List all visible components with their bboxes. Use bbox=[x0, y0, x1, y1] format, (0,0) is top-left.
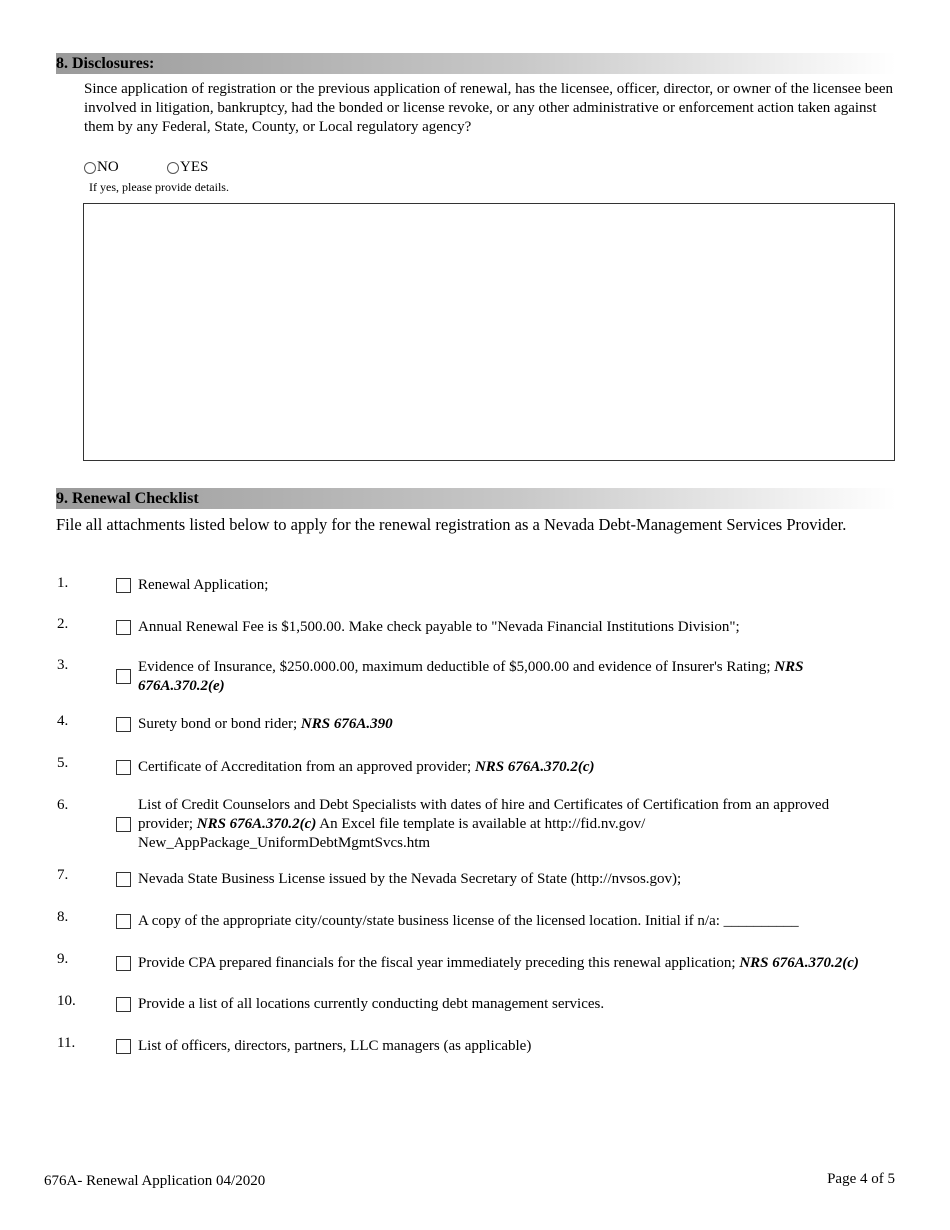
nrs-reference: NRS 676A.370.2(c) bbox=[739, 955, 859, 971]
nrs-reference: NRS 676A.370.2(c) bbox=[196, 816, 317, 832]
checkbox-item-9[interactable] bbox=[116, 956, 131, 971]
page-number: Page 4 of 5 bbox=[827, 1171, 895, 1187]
item-number: 3. bbox=[57, 657, 69, 673]
item-text-2: Annual Renewal Fee is $1,500.00. Make check payable to "Nevada Financial Institutions Division"; bbox=[138, 619, 740, 635]
item-text-5: Certificate of Accreditation from an approved provider; NRS 676A.370.2(c) bbox=[138, 759, 595, 775]
radio-no-label: NO bbox=[97, 159, 119, 175]
details-textbox[interactable] bbox=[83, 203, 895, 461]
item-number: 2. bbox=[57, 616, 69, 632]
item-text-6: List of Credit Counselors and Debt Specialists with dates of hire and Certificates of Certification from an approved provider; NRS 676A.370.2(c) An Excel file template is available at http://fid.nv.gov/ New_AppPackage_UniformDebtMgmtSvcs.htm bbox=[138, 797, 830, 851]
item-text-11: List of officers, directors, partners, LLC managers (as applicable) bbox=[138, 1038, 532, 1054]
radio-yes-label: YES bbox=[180, 159, 209, 175]
item-number: 5. bbox=[57, 755, 69, 771]
radio-no[interactable] bbox=[84, 158, 119, 177]
nrs-reference: NRS 676A.390 bbox=[300, 716, 393, 732]
item-number: 10. bbox=[57, 993, 76, 1009]
form-id-footer: 676A- Renewal Application 04/2020 bbox=[44, 1173, 266, 1189]
item-number: 6. bbox=[57, 797, 69, 813]
checkbox-item-3[interactable] bbox=[116, 669, 131, 684]
checkbox-item-2[interactable] bbox=[116, 620, 131, 635]
item-text-10: Provide a list of all locations currently conducting debt management services. bbox=[138, 996, 605, 1012]
details-note: If yes, please provide details. bbox=[89, 180, 229, 194]
item-text-1: Renewal Application; bbox=[138, 577, 269, 593]
checkbox-item-5[interactable] bbox=[116, 760, 131, 775]
radio-no-circle[interactable] bbox=[84, 162, 96, 174]
disclosure-question: Since application of registration or the previous application of renewal, has the licensee, officer, director, or owner of the licensee been involved in litigation, bankruptcy, had the bonded or license revoke, or any other administrative or enforcement action taken against them by any Federal, State, County, or Local regulatory agency? bbox=[84, 81, 894, 135]
checkbox-item-6[interactable] bbox=[116, 817, 131, 832]
item-text-7: Nevada State Business License issued by the Nevada Secretary of State (http://nvsos.gov); bbox=[138, 871, 682, 887]
item-number: 7. bbox=[57, 867, 69, 883]
checklist-intro: File all attachments listed below to apply for the renewal registration as a Nevada Debt-Management Services Provider. bbox=[56, 515, 847, 534]
item-text-4: Surety bond or bond rider; NRS 676A.390 bbox=[138, 716, 393, 732]
item-number: 9. bbox=[57, 951, 69, 967]
checkbox-item-11[interactable] bbox=[116, 1039, 131, 1054]
item-number: 8. bbox=[57, 909, 69, 925]
checkbox-item-1[interactable] bbox=[116, 578, 131, 593]
radio-yes-circle[interactable] bbox=[167, 162, 179, 174]
nrs-reference: NRS 676A.370.2(c) bbox=[474, 759, 595, 775]
checkbox-item-10[interactable] bbox=[116, 997, 131, 1012]
checkbox-item-7[interactable] bbox=[116, 872, 131, 887]
item-text-9: Provide CPA prepared financials for the fiscal year immediately preceding this renewal application; NRS 676A.370.2(c) bbox=[138, 955, 859, 971]
checkbox-item-4[interactable] bbox=[116, 717, 131, 732]
item-number: 4. bbox=[57, 713, 69, 729]
item-text-3: Evidence of Insurance, $250.000.00, maximum deductible of $5,000.00 and evidence of Insurer's Rating; NRS 676A.370.2(e) bbox=[138, 659, 804, 694]
item-text-8: A copy of the appropriate city/county/state business license of the licensed location. Initial if n/a: __________ bbox=[138, 913, 799, 929]
item-number: 11. bbox=[57, 1035, 76, 1051]
section-9-header: 9. Renewal Checklist bbox=[56, 488, 896, 509]
nrs-reference: NRS 676A.370.2(e) bbox=[138, 659, 804, 694]
section-8-header: 8. Disclosures: bbox=[56, 53, 896, 74]
radio-yes[interactable] bbox=[167, 158, 208, 177]
item-number: 1. bbox=[57, 575, 69, 591]
checkbox-item-8[interactable] bbox=[116, 914, 131, 929]
